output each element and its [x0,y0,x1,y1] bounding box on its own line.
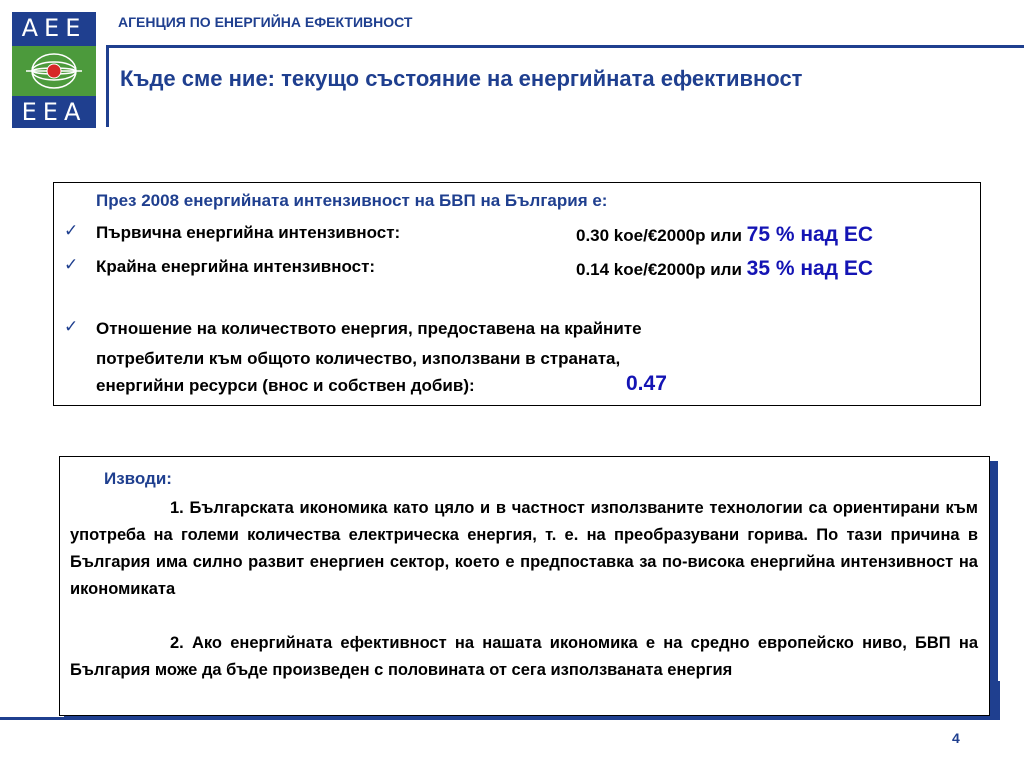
footer-rule-vertical [997,681,1000,720]
page-number: 4 [952,730,960,746]
header-rule-vertical [106,45,109,127]
conclusion-paragraph-1: 1. Българската икономика като цяло и в частност използваните технологии са ориентирани към употреба на големи количества електрическа енергия, т. е. на преобразувани горива. По тази причина в България има силно развит енергиен сектор, което е предпоставка за по-висока енергийна интензивност на икономиката [70,499,978,598]
logo-emblem [12,46,96,96]
logo-top-text: AEE [21,14,87,42]
conclusion-paragraph-2: 2. Ако енергийната ефективност на нашата икономика е на средно европейско ниво, БВП на България може да бъде произведен с половината от сега използваната енергия [70,634,978,679]
primary-intensity-label: Първична енергийна интензивност: [96,223,401,242]
final-intensity-highlight: 35 % над ЕС [746,257,874,280]
primary-intensity-highlight: 75 % над ЕС [746,223,874,246]
header-rule [108,45,1024,48]
ratio-value: 0.47 [626,372,667,395]
final-intensity-number: 0.14 koe/€2000p или [576,260,742,279]
summary-intro: През 2008 енергийната интензивност на БВП на България е: [96,191,608,210]
atom-icon [12,46,96,96]
primary-intensity-value [576,223,873,247]
final-intensity-label: Крайна енергийна интензивност: [96,257,376,276]
agency-name: АГЕНЦИЯ ПО ЕНЕРГИЙНА ЕФЕКТИВНОСТ [118,14,413,30]
footer-rule [0,717,1000,720]
primary-intensity-number: 0.30 koe/€2000p или [576,226,742,245]
checkmark-icon: ✓ [64,255,79,274]
ratio-line-1: Отношение на количеството енергия, предоставена на крайните [96,319,642,338]
final-intensity-value [576,257,873,281]
conclusions-title: Изводи: [104,469,172,488]
ratio-line-3: енергийни ресурси (внос и собствен добив): [96,376,475,395]
agency-logo [12,12,96,128]
checkmark-icon: ✓ [64,317,79,336]
ratio-line-2: потребители към общото количество, използвани в страната, [96,349,621,368]
slide-title: Къде сме ние: текущо състояние на енергийната ефективност [120,66,803,91]
conclusions-box [59,456,990,716]
checkmark-icon: ✓ [64,221,79,240]
summary-box [53,182,981,406]
logo-bottom-text: EEA [21,98,87,126]
